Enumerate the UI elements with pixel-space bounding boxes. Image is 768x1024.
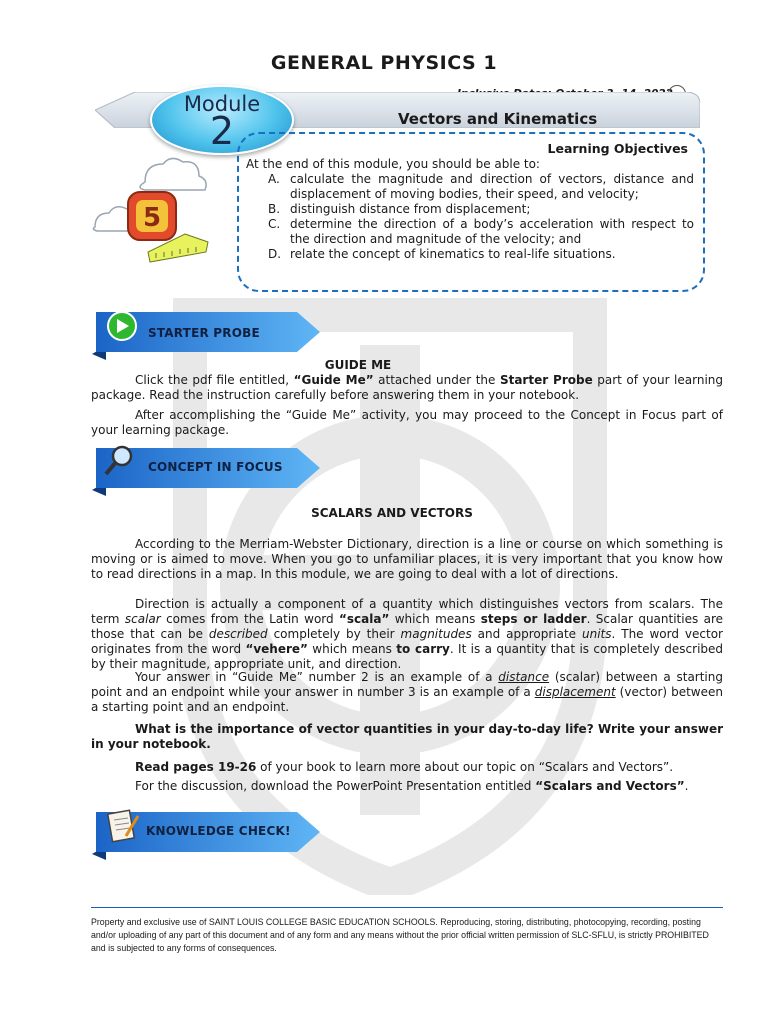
concept-paragraph-1: According to the Merriam-Webster Dictionary, direction is a line or course on which something is moving or is aimed to move. When you go to unfamiliar places, it is very important that you know how to read directions in a map. In this module, we are going to deal with a lot of directions.: [91, 537, 723, 581]
objectives-heading: Learning Objectives: [547, 141, 688, 156]
footer-notice: Property and exclusive use of SAINT LOUIS COLLEGE BASIC EDUCATION SCHOOLS. Reproducing, storing, distributing, photocopying, recording, posting and/or uploading of any part of this document and of any form and any means without the prior official written permission of SLC-SFLU, is strictly PROHIBITED and is subjected to any forms of consequences.: [91, 917, 709, 953]
objective-item: B. distinguish distance from displacement;: [268, 202, 531, 216]
starter-paragraph-1: Click the pdf file entitled, “Guide Me” attached under the Starter Probe part of your learning package. Read the instruction carefully before answering them in your notebook.: [91, 373, 723, 402]
module-word: Module: [183, 92, 261, 116]
clouds-tape-illustration: [90, 152, 215, 267]
module-number: 2: [209, 109, 235, 153]
starter-paragraph-2: After accomplishing the “Guide Me” activity, you may proceed to the Concept in Focus part of your learning package.: [91, 408, 723, 437]
objective-item: D. relate the concept of kinematics to real-life situations.: [268, 247, 616, 261]
starter-probe-banner-label: STARTER PROBE: [148, 326, 260, 340]
objectives-intro: At the end of this module, you should be able to:: [246, 157, 540, 171]
concept-paragraph-2: Direction is actually a component of a quantity which distinguishes vectors from scalars. The term scalar comes from the Latin word “scala” which means steps or ladder. Scalar quantities are those that can be described completely by their magnitudes and appropriate units. The word vector originates from the word “vehere” which means to carry. It is a quantity that is completely described by their magnitude, appropriate unit, and direction.: [91, 597, 724, 671]
objective-item: A. calculate the magnitude and direction of vectors, distance and displacement of moving bodies, their speed, and velocity;: [268, 172, 694, 201]
module-title: Vectors and Kinematics: [398, 110, 598, 128]
question-prompt: What is the importance of vector quantities in your day-to-day life? Write your answer in your notebook.: [91, 722, 723, 751]
concept-paragraph-3: Your answer in “Guide Me” number 2 is an example of a distance (scalar) between a starting point and an endpoint while your answer in number 3 is an example of a displacement (vector) between a starting point and an endpoint.: [91, 670, 723, 714]
page-title: GENERAL PHYSICS 1: [270, 52, 498, 74]
objectives-list: [268, 172, 694, 262]
footer-divider: [91, 907, 723, 908]
discussion-line: For the discussion, download the PowerPoint Presentation entitled “Scalars and Vectors”.: [135, 779, 689, 793]
knowledge-check-banner-label: KNOWLEDGE CHECK!: [146, 824, 291, 838]
read-pages-line: Read pages 19-26 of your book to learn more about our topic on “Scalars and Vectors”.: [135, 760, 674, 774]
guide-me-heading: GUIDE ME: [324, 358, 392, 372]
tape-number: 5: [142, 203, 162, 233]
scalars-vectors-heading: SCALARS AND VECTORS: [311, 506, 473, 520]
objective-item: C. determine the direction of a body’s acceleration with respect to the direction and magnitude of the velocity; and: [268, 217, 694, 246]
concept-in-focus-banner-label: CONCEPT IN FOCUS: [148, 460, 283, 474]
